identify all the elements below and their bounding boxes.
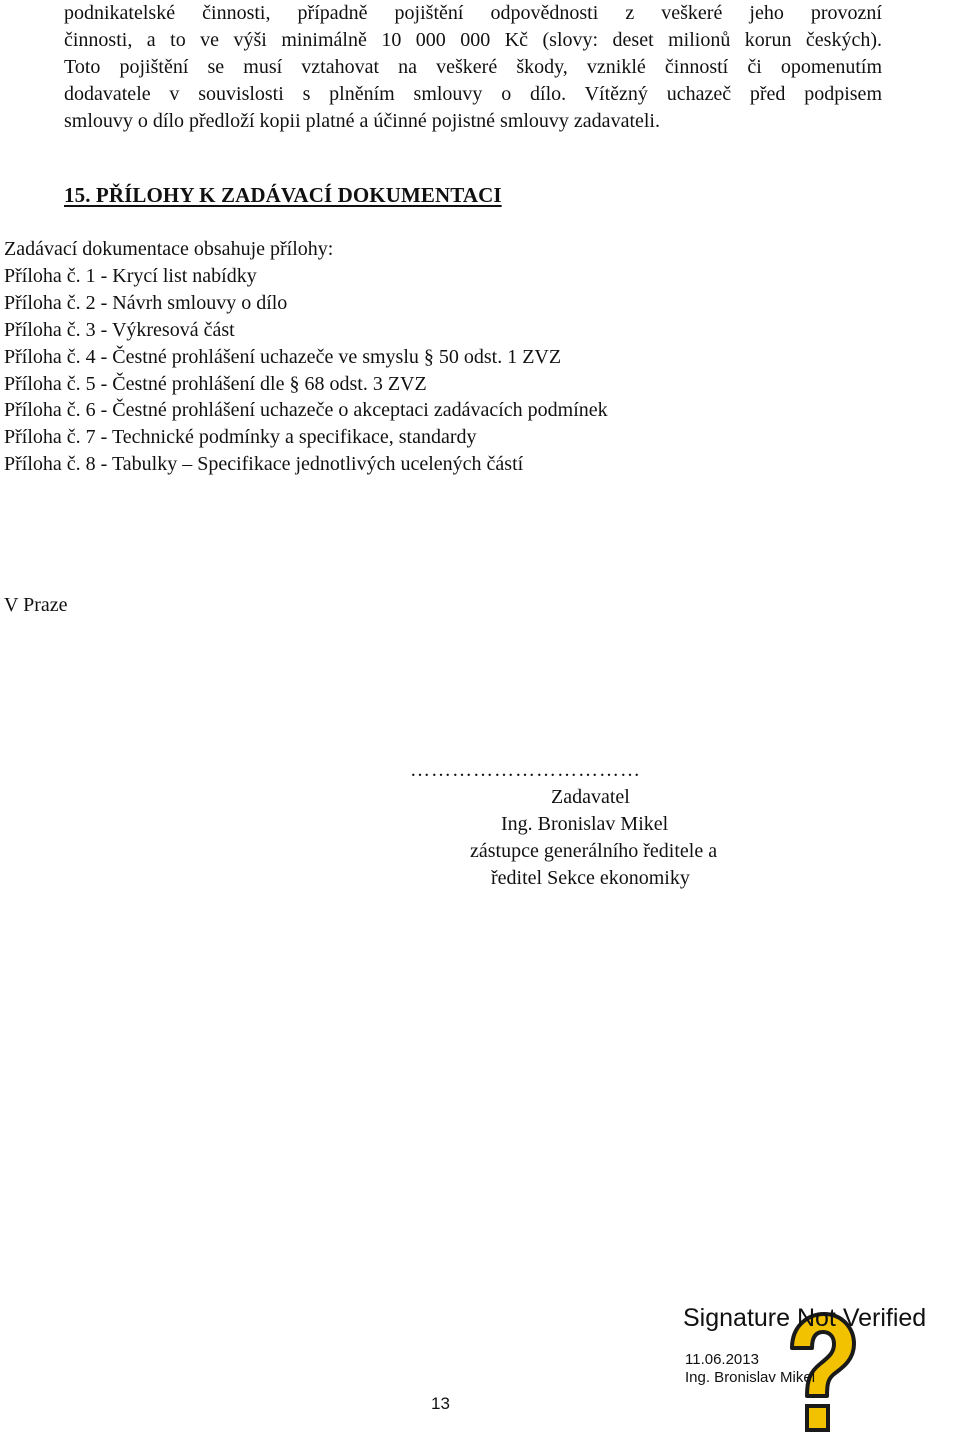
signatory-position: ředitel Sekce ekonomiky [491,867,690,889]
signature-signer: Ing. Bronislav Mikel [685,1369,816,1386]
digital-signature-stamp [680,1300,960,1440]
paragraph-line: činnosti, a to ve výši minimálně 10 000 000 Kč (slovy: deset milionů korun českých). [64,29,882,51]
paragraph-line: Toto pojištění se musí vztahovat na veškeré škody, vzniklé činností či opomenutím [64,56,882,78]
signature-date: 11.06.2013 [685,1351,759,1368]
attachments-list [4,236,608,478]
attachment-item: Příloha č. 7 - Technické podmínky a specifikace, standardy [4,426,477,449]
attachment-item: Příloha č. 3 - Výkresová část [4,318,235,341]
signatory-position: zástupce generálního ředitele a [470,840,718,862]
place-of-signing: V Praze [4,594,68,616]
signature-status: Signature Not Verified [683,1304,927,1332]
attachment-item: Příloha č. 5 - Čestné prohlášení dle § 68 odst. 3 ZVZ [4,372,427,395]
signature-line: …………………………… [410,759,641,781]
paragraph-line: smlouvy o dílo předloží kopii platné a účinné pojistné smlouvy zadavateli. [64,110,660,132]
page-number: 13 [431,1394,450,1413]
insurance-paragraph [64,0,882,135]
paragraph-line: dodavatele v souvislosti s plněním smlouvy o dílo. Vítězný uchazeč před podpisem [64,83,882,105]
signatory-name: Ing. Bronislav Mikel [501,813,669,835]
attachment-item: Příloha č. 8 - Tabulky – Specifikace jednotlivých ucelených částí [4,453,524,476]
section-heading: 15. PŘÍLOHY K ZADÁVACÍ DOKUMENTACI [64,183,502,207]
attachment-item: Příloha č. 1 - Krycí list nabídky [4,264,257,287]
signatory-role: Zadavatel [551,786,630,808]
attachments-intro: Zadávací dokumentace obsahuje přílohy: [4,238,334,260]
attachment-item: Příloha č. 4 - Čestné prohlášení uchazeče ve smyslu § 50 odst. 1 ZVZ [4,345,562,368]
paragraph-line: podnikatelské činnosti, případně pojištění odpovědnosti z veškeré jeho provozní [64,2,882,24]
attachment-item: Příloha č. 2 - Návrh smlouvy o dílo [4,291,288,314]
attachment-item: Příloha č. 6 - Čestné prohlášení uchazeče o akceptaci zadávacích podmínek [4,399,608,422]
